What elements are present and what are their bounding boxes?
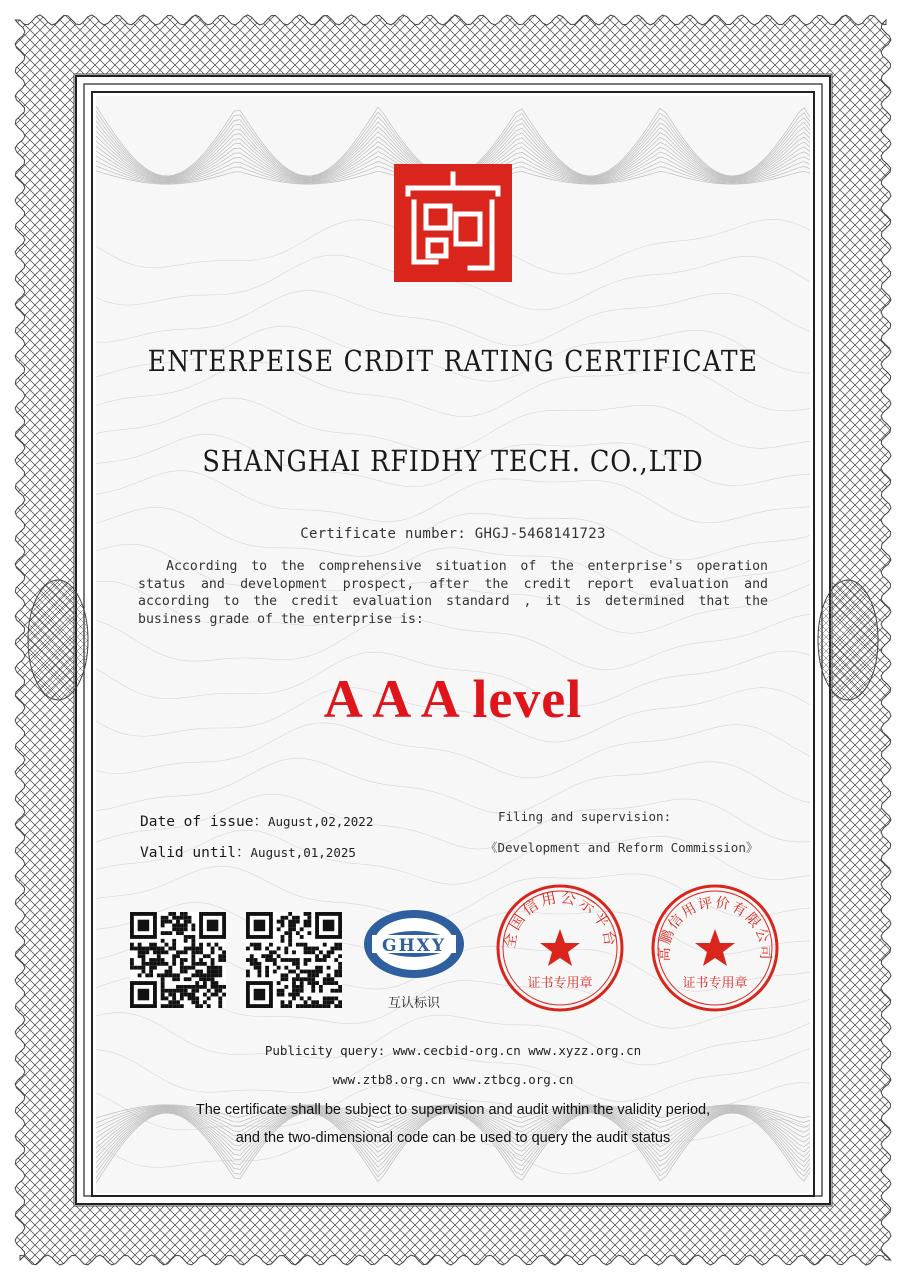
ghxy-caption: 互认标识 — [387, 996, 440, 1011]
company-name: SHANGHAI RFIDHY TECH. CO.,LTD — [202, 444, 704, 478]
stamp2-center-text: 证书专用章 — [682, 976, 748, 991]
issue-date-label: Date of issue： — [140, 814, 268, 830]
filing-value: 《Development and Reform Commission》 — [485, 840, 759, 855]
official-seal-stamp — [650, 883, 780, 1013]
star-icon — [695, 929, 735, 966]
qr-code[interactable] — [246, 912, 342, 1008]
footer-note-line-2: and the two-dimensional code can be used to query the audit status — [235, 1130, 671, 1146]
logo-emblem — [394, 164, 512, 282]
filing-label: Filing and supervision: — [498, 809, 672, 824]
certificate-title: ENTERPEISE CRDIT RATING CERTIFICATE — [147, 344, 759, 378]
grade-level: A A A level — [323, 669, 583, 729]
stamp1-center-text: 证书专用章 — [527, 976, 593, 991]
guilloche-bottom-wave — [96, 1113, 810, 1183]
issue-date-value: August,02,2022 — [268, 814, 374, 829]
ghxy-logo-text: GHXY — [382, 936, 446, 956]
valid-until-value: August,01,2025 — [250, 845, 356, 860]
star-icon — [540, 929, 580, 966]
guilloche-line — [96, 758, 810, 813]
valid-until-row — [140, 841, 356, 862]
guilloche-line — [96, 291, 810, 346]
certificate-number: Certificate number: GHGJ-5468141723 — [300, 526, 606, 542]
stamp2-ring-text: 高鹏信用评价有限公司 — [656, 894, 774, 962]
issue-date-row — [140, 810, 373, 831]
footer-note-line-1: The certificate shall be subject to supervision and audit within the validity period, — [195, 1102, 711, 1118]
certificate-body-text: According to the comprehensive situation of the enterprise's operation status and development prospect, after the credit report evaluation and according to the credit evaluation standard , it is determined that the business grade of the enterprise is: — [138, 559, 768, 627]
qr-code[interactable] — [130, 912, 226, 1008]
publicity-query-line: Publicity query: www.cecbid-org.cn www.xyzz.org.cn — [264, 1043, 642, 1058]
valid-until-label: Valid until： — [140, 845, 251, 861]
official-seal-stamp — [495, 883, 625, 1013]
ghxy-logo — [362, 908, 466, 980]
guilloche-line — [96, 723, 810, 778]
stamp1-ring-text: 全国信用公示平台 — [500, 888, 620, 950]
publicity-query-line-2: www.ztb8.org.cn www.ztbcg.org.cn — [332, 1072, 574, 1087]
